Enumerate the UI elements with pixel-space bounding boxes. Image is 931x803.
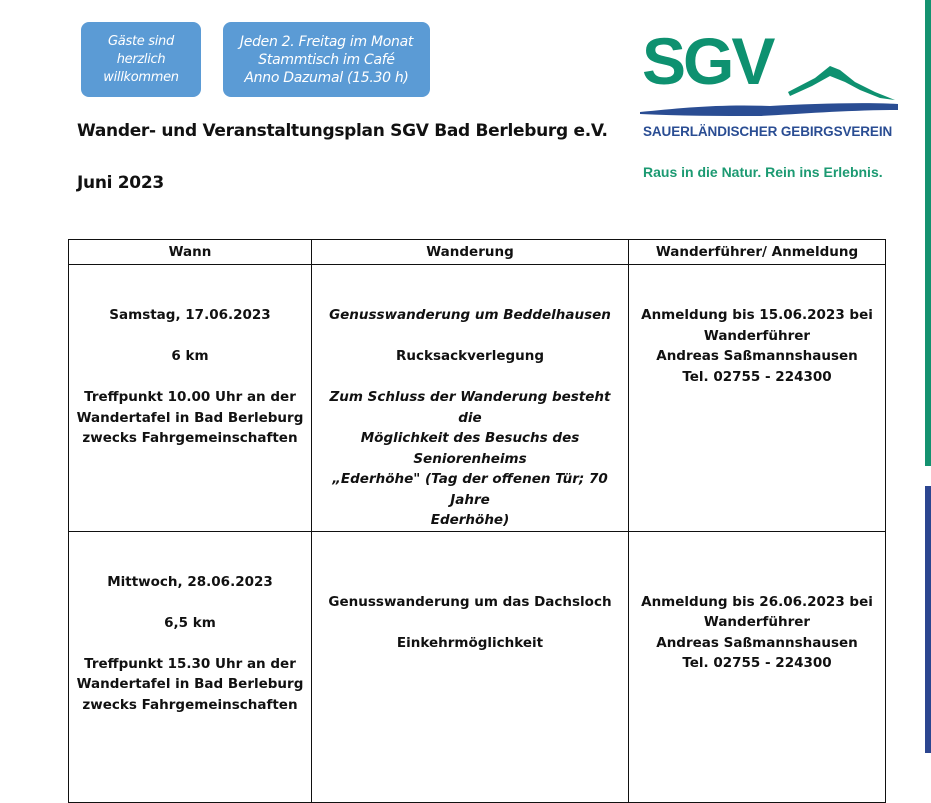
cell-anmeldung <box>629 531 886 802</box>
hike-extra-line: Ederhöhe) <box>430 512 510 528</box>
cell-wanderung <box>312 265 629 532</box>
logo-letters: SGV <box>642 24 773 98</box>
meeting-line: zwecks Fahrgemeinschaften <box>82 696 298 713</box>
guide-phone: Tel. 02755 - 224300 <box>682 368 832 385</box>
cell-wanderung <box>312 531 629 802</box>
guide-name: Andreas Saßmannshausen <box>656 348 858 364</box>
badge-line: Jeden 2. Freitag im Monat <box>239 33 414 50</box>
badge-line: willkommen <box>103 69 179 85</box>
hike-extra-line: „Ederhöhe" (Tag der offenen Tür; 70 Jahre <box>332 471 608 508</box>
badge-line: Stammtisch im Café <box>258 51 395 68</box>
hike-extra-line: Zum Schluss der Wanderung besteht die <box>329 389 611 426</box>
document-title: Wander- und Veranstaltungsplan SGV Bad Berleburg e.V. <box>77 121 608 141</box>
hike-distance: 6 km <box>171 348 209 364</box>
hike-note: Einkehrmöglichkeit <box>396 634 544 651</box>
hike-note: Rucksackverlegung <box>395 348 545 364</box>
hike-extra-line: Möglichkeit des Besuchs des Seniorenheims <box>360 430 580 467</box>
table-row <box>69 531 886 802</box>
registration-line: Wanderführer <box>703 327 811 344</box>
badge-line: Gäste sind <box>108 33 174 49</box>
cell-anmeldung <box>629 265 886 532</box>
meeting-line: Wandertafel in Bad Berleburg <box>76 409 304 426</box>
badge-line: Anno Dazumal (15.30 h) <box>244 69 409 86</box>
meeting-line: Treffpunkt 10.00 Uhr an der <box>84 389 296 405</box>
accent-bar-green <box>925 0 931 466</box>
sgv-logo <box>640 24 902 180</box>
guide-phone: Tel. 02755 - 224300 <box>682 655 832 671</box>
header-anmeldung: Wanderführer/ Anmeldung <box>629 240 886 265</box>
table-header-row <box>69 240 886 265</box>
stammtisch-badge <box>223 22 430 97</box>
logo-slogan: Raus in die Natur. Rein ins Erlebnis. <box>643 164 883 180</box>
table-row <box>69 265 886 532</box>
registration-line: Wanderführer <box>703 614 811 630</box>
hike-date: Samstag, 17.06.2023 <box>109 307 271 323</box>
registration-line: Anmeldung bis 26.06.2023 bei <box>641 593 873 610</box>
hike-title: Genusswanderung um das Dachsloch <box>328 593 612 610</box>
registration-line: Anmeldung bis 15.06.2023 bei <box>641 307 873 323</box>
cell-wann <box>69 265 312 532</box>
meeting-line: zwecks Fahrgemeinschaften <box>82 430 298 446</box>
header-wanderung: Wanderung <box>312 240 629 265</box>
hike-distance: 6,5 km <box>164 614 216 631</box>
logo-subtitle: SAUERLÄNDISCHER GEBIRGSVEREIN <box>643 124 893 139</box>
meeting-line: Wandertafel in Bad Berleburg <box>76 676 304 692</box>
meeting-line: Treffpunkt 15.30 Uhr an der <box>84 655 296 672</box>
welcome-badge <box>81 22 201 97</box>
accent-bar-blue <box>925 486 931 753</box>
hike-date: Mittwoch, 28.06.2023 <box>107 573 273 590</box>
cell-wann <box>69 531 312 802</box>
hike-title: Genusswanderung um Beddelhausen <box>329 307 611 323</box>
document-month: Juni 2023 <box>77 173 164 193</box>
schedule-table <box>68 239 886 803</box>
guide-name: Andreas Saßmannshausen <box>656 634 858 651</box>
header-wann: Wann <box>69 240 312 265</box>
badge-line: herzlich <box>116 51 166 67</box>
